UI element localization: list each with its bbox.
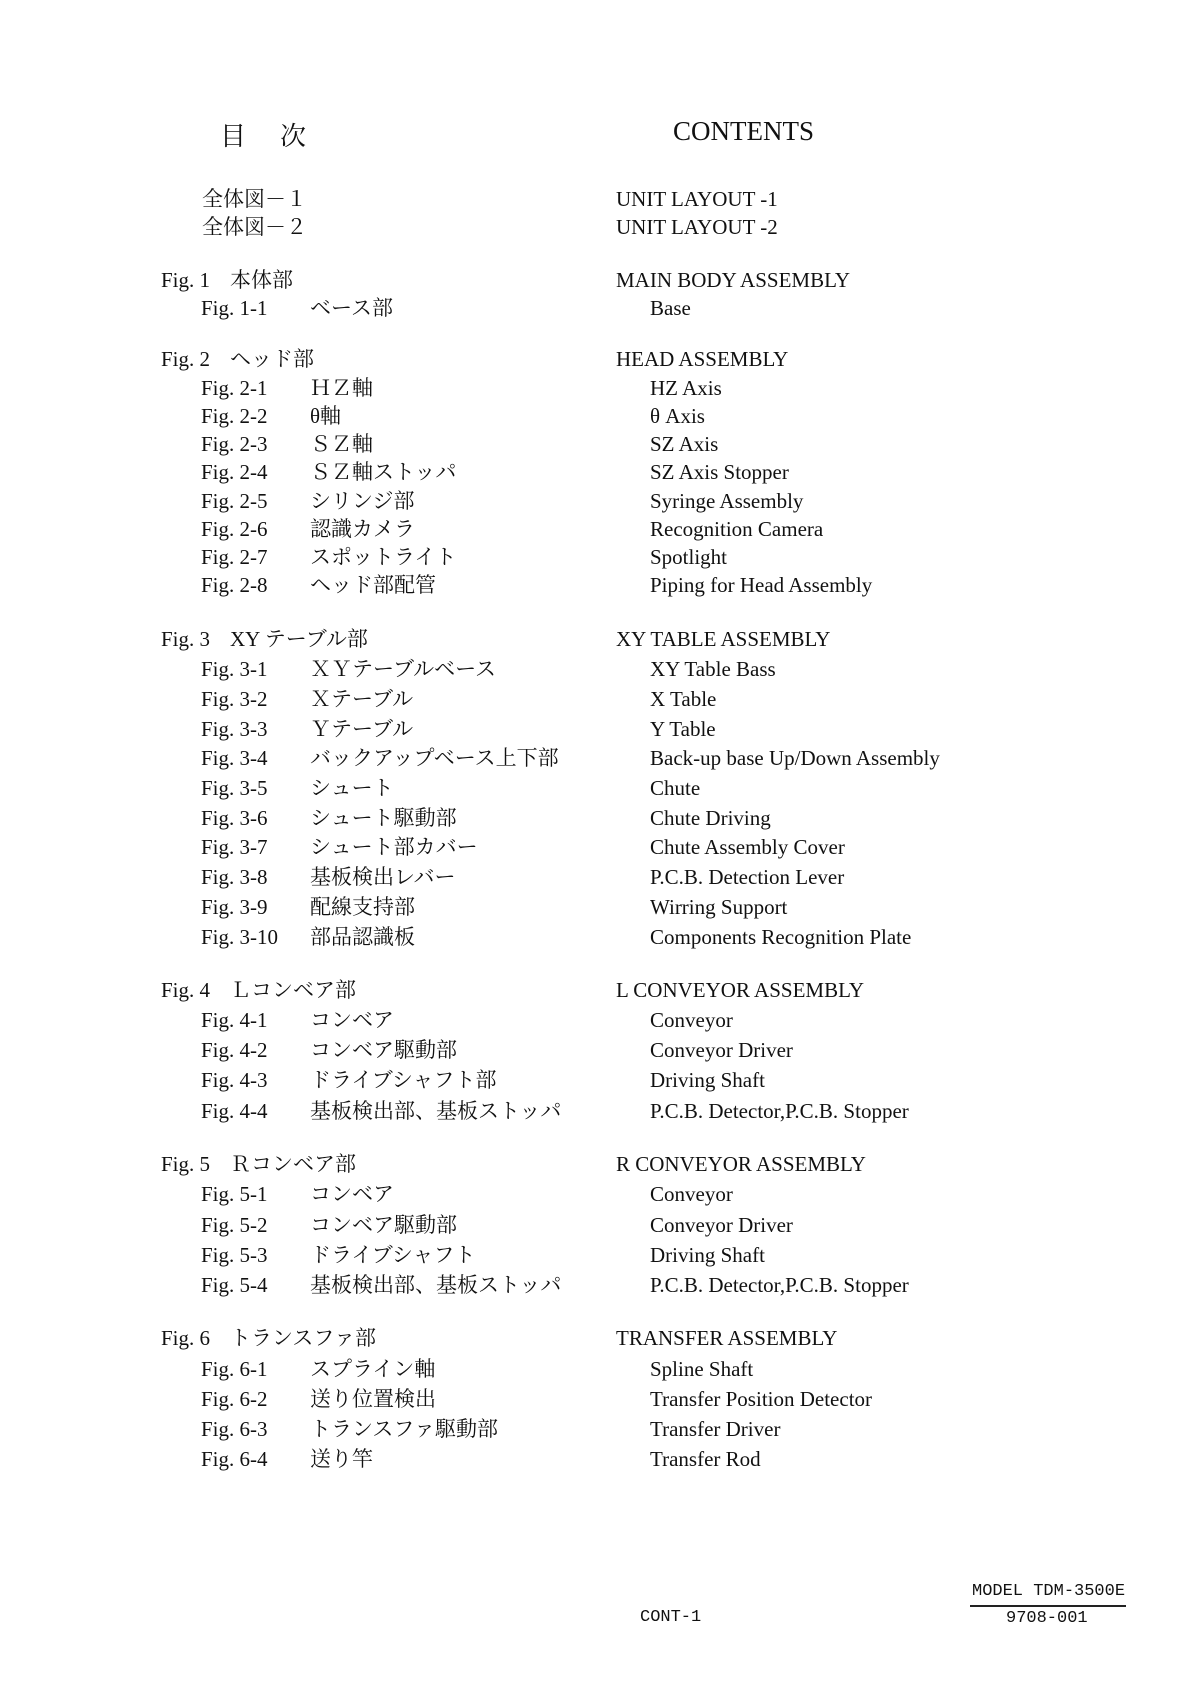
item-fig-number: Fig. 2-6 [201,517,268,541]
item-title-en: Back-up base Up/Down Assembly [650,746,940,770]
item-title-en: Conveyor [650,1008,733,1032]
section-title-en: L CONVEYOR ASSEMBLY [616,978,864,1002]
item-title-jp: 基板検出部、基板ストッパ [310,1099,562,1123]
item-title-en: X Table [650,687,717,711]
item-fig-number: Fig. 2-1 [201,376,268,400]
intro-label-en: UNIT LAYOUT -2 [616,215,778,239]
item-title-en: Conveyor Driver [650,1038,793,1062]
item-fig-number: Fig. 6-4 [201,1447,268,1471]
item-title-en: Piping for Head Assembly [650,573,873,597]
title-japanese: 目次 [220,122,341,152]
item-title-en: Spotlight [650,545,728,569]
item-fig-number: Fig. 6-1 [201,1357,268,1381]
footer-rule [970,1605,1126,1607]
item-title-en: Recognition Camera [650,517,824,541]
item-fig-number: Fig. 5-3 [201,1243,268,1267]
document-number: 9708-001 [1006,1609,1088,1628]
item-title-jp: シュート部カバー [310,835,478,859]
item-fig-number: Fig. 4-3 [201,1068,268,1092]
item-title-jp: ＳＺ軸ストッパ [310,460,457,484]
section-title-jp: ヘッド部 [230,347,314,371]
item-fig-number: Fig. 2-5 [201,489,268,513]
item-fig-number: Fig. 2-7 [201,545,268,569]
item-title-jp: コンベア [310,1182,394,1206]
item-title-en: Chute Assembly Cover [650,835,845,859]
item-title-jp: 認識カメラ [310,517,415,541]
section-title-en: TRANSFER ASSEMBLY [616,1326,838,1350]
item-fig-number: Fig. 3-4 [201,746,268,770]
item-title-jp: コンベア駆動部 [310,1213,457,1237]
item-title-en: Conveyor [650,1182,733,1206]
item-title-jp: ＳＺ軸 [310,432,373,456]
item-fig-number: Fig. 4-2 [201,1038,268,1062]
item-fig-number: Fig. 2-4 [201,460,268,484]
item-title-jp: スポットライト [310,545,457,569]
item-title-jp: θ軸 [310,404,342,428]
item-fig-number: Fig. 2-8 [201,573,268,597]
item-title-jp: コンベア [310,1008,394,1032]
item-fig-number: Fig. 3-5 [201,776,268,800]
section-title-jp: 本体部 [230,268,293,292]
item-fig-number: Fig. 3-2 [201,687,268,711]
item-title-en: HZ Axis [650,376,722,400]
item-title-jp: シュート [310,776,394,800]
item-title-en: SZ Axis Stopper [650,460,789,484]
item-title-jp: シリンジ部 [310,489,415,513]
item-fig-number: Fig. 3-7 [201,835,268,859]
item-fig-number: Fig. 5-2 [201,1213,268,1237]
item-title-en: Driving Shaft [650,1068,765,1092]
section-fig-number: Fig. 2 [161,347,211,371]
section-fig-number: Fig. 4 [161,978,211,1002]
item-title-en: Spline Shaft [650,1357,754,1381]
item-title-jp: 基板検出レバー [310,865,456,889]
item-title-jp: スプライン軸 [310,1357,436,1381]
item-title-en: θ Axis [650,404,705,428]
section-title-en: MAIN BODY ASSEMBLY [616,268,850,292]
item-title-en: Y Table [650,717,716,741]
item-title-jp: 部品認識板 [310,925,415,949]
item-title-en: Base [650,296,691,320]
section-fig-number: Fig. 6 [161,1326,211,1350]
item-fig-number: Fig. 2-3 [201,432,268,456]
item-title-en: Components Recognition Plate [650,925,912,949]
item-title-en: Chute [650,776,701,800]
item-title-jp: Ｙテーブル [310,717,414,741]
title-english: CONTENTS [673,116,814,146]
item-title-en: Wirring Support [650,895,788,919]
page-number: CONT-1 [640,1608,702,1627]
section-title-jp: トランスファ部 [230,1326,376,1350]
section-title-jp: XY テーブル部 [230,627,368,651]
item-title-en: P.C.B. Detector,P.C.B. Stopper [650,1273,909,1297]
item-title-jp: ドライブシャフト [310,1243,476,1267]
model-number: MODEL TDM-3500E [972,1582,1126,1601]
item-title-jp: 基板検出部、基板ストッパ [310,1273,562,1297]
item-fig-number: Fig. 3-3 [201,717,268,741]
item-title-en: Chute Driving [650,806,771,830]
intro-label-en: UNIT LAYOUT -1 [616,187,778,211]
item-title-en: Transfer Rod [650,1447,761,1471]
item-title-en: P.C.B. Detector,P.C.B. Stopper [650,1099,909,1123]
item-fig-number: Fig. 2-2 [201,404,268,428]
item-title-jp: バックアップベース上下部 [310,746,559,770]
item-title-jp: Ｘテーブル [310,687,414,711]
item-fig-number: Fig. 1-1 [201,296,268,320]
item-title-en: Transfer Position Detector [650,1387,873,1411]
item-title-jp: トランスファ駆動部 [310,1417,498,1441]
section-title-jp: Ｒコンベア部 [230,1152,356,1176]
item-fig-number: Fig. 5-4 [201,1273,268,1297]
item-fig-number: Fig. 3-8 [201,865,268,889]
section-title-en: HEAD ASSEMBLY [616,347,789,371]
item-fig-number: Fig. 5-1 [201,1182,268,1206]
section-title-jp: Ｌコンベア部 [230,978,356,1002]
item-title-jp: ＨＺ軸 [310,376,373,400]
item-title-en: Syringe Assembly [650,489,804,513]
section-title-en: R CONVEYOR ASSEMBLY [616,1152,866,1176]
item-title-en: XY Table Bass [650,657,776,681]
item-fig-number: Fig. 3-10 [201,925,279,949]
item-title-en: P.C.B. Detection Lever [650,865,845,889]
item-title-jp: ヘッド部配管 [310,573,436,597]
item-title-jp: シュート駆動部 [310,806,457,830]
item-fig-number: Fig. 4-1 [201,1008,268,1032]
item-fig-number: Fig. 3-9 [201,895,268,919]
item-title-jp: 送り位置検出 [310,1387,436,1411]
section-title-en: XY TABLE ASSEMBLY [616,627,831,651]
item-title-jp: コンベア駆動部 [310,1038,457,1062]
item-title-en: Transfer Driver [650,1417,781,1441]
item-fig-number: Fig. 3-1 [201,657,268,681]
section-fig-number: Fig. 5 [161,1152,211,1176]
item-title-en: SZ Axis [650,432,719,456]
item-fig-number: Fig. 6-2 [201,1387,268,1411]
item-title-jp: ＸＹテーブルベース [310,657,497,681]
section-fig-number: Fig. 3 [161,627,211,651]
intro-label-jp: 全体図－１ [202,187,307,211]
item-title-jp: 送り竿 [310,1447,373,1471]
item-title-en: Driving Shaft [650,1243,765,1267]
item-fig-number: Fig. 4-4 [201,1099,268,1123]
item-fig-number: Fig. 6-3 [201,1417,268,1441]
intro-label-jp: 全体図－２ [202,215,307,239]
item-title-jp: ベース部 [310,296,393,320]
item-title-en: Conveyor Driver [650,1213,793,1237]
item-title-jp: 配線支持部 [310,895,415,919]
item-title-jp: ドライブシャフト部 [310,1068,497,1092]
item-fig-number: Fig. 3-6 [201,806,268,830]
section-fig-number: Fig. 1 [161,268,211,292]
